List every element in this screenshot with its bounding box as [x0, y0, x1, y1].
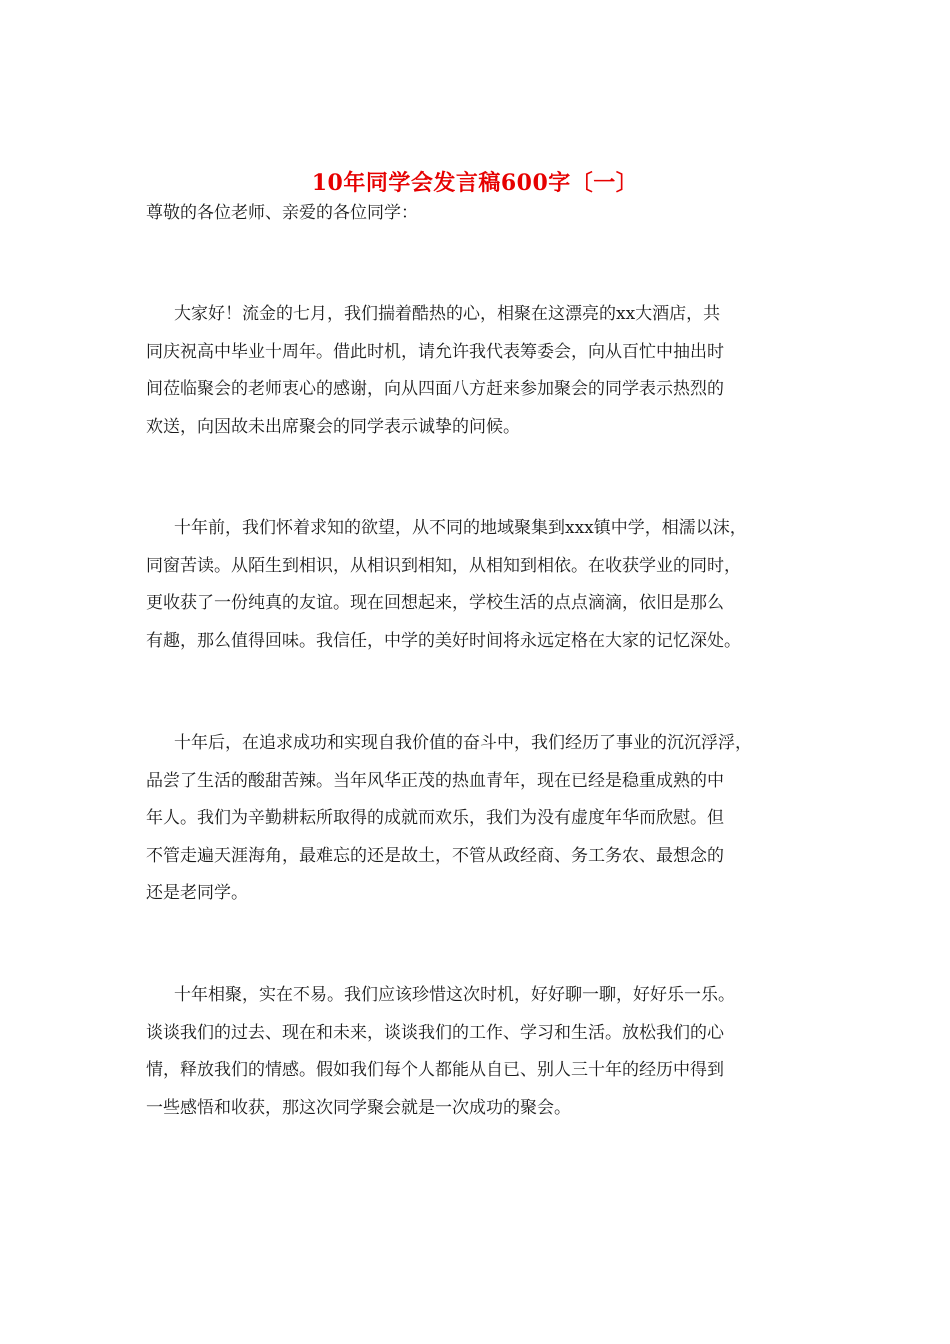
paragraph-3 — [146, 725, 814, 913]
text-line: 还是老同学。 — [146, 883, 248, 903]
text-line: 不管走遍天涯海角，最难忘的还是故土，不管从政经商、务工务农、最想念的 — [146, 845, 724, 866]
text-line: 十年前，我们怀着求知的欲望，从不同的地域聚集到xxx镇中学，相濡以沫， — [174, 518, 747, 538]
paragraph-2 — [146, 510, 814, 660]
text-line: 十年后，在追求成功和实现自我价值的奋斗中，我们经历了事业的沉沉浮浮， — [174, 733, 752, 753]
text-line: 欢送，向因故未出席聚会的同学表示诚挚的问候。 — [146, 416, 520, 437]
text-line: 一些感悟和收获，那这次同学聚会就是一次成功的聚会。 — [146, 1097, 571, 1118]
text-line: 大家好！流金的七月，我们揣着酷热的心，相聚在这漂亮的xx大酒店，共 — [174, 304, 721, 324]
text-line: 情，释放我们的情感。假如我们每个人都能从自已、别人三十年的经历中得到 — [146, 1060, 724, 1080]
text-line: 谈谈我们的过去、现在和未来，谈谈我们的工作、学习和生活。放松我们的心 — [146, 1022, 724, 1043]
text-line: 同窗苦读。从陌生到相识，从相识到相知，从相知到相依。在收获学业的同时， — [146, 555, 741, 576]
page-title: 10年同学会发言稿600字〔一〕 — [311, 169, 639, 196]
paragraph-4 — [146, 977, 814, 1127]
text-line: 同庆祝高中毕业十周年。借此时机，请允许我代表筹委会，向从百忙中抽出时 — [146, 341, 724, 362]
text-line: 更收获了一份纯真的友谊。现在回想起来，学校生活的点点滴滴，依旧是那么 — [146, 593, 724, 613]
text-line: 十年相聚，实在不易。我们应该珍惜这次时机，好好聊一聊，好好乐一乐。 — [174, 985, 735, 1005]
paragraph-1 — [146, 296, 814, 446]
text-line: 品尝了生活的酸甜苦辣。当年风华正茂的热血青年，现在已经是稳重成熟的中 — [146, 770, 724, 791]
salutation: 尊敬的各位老师、亲爱的各位同学： — [146, 203, 418, 223]
text-line: 间莅临聚会的老师衷心的感谢，向从四面八方赶来参加聚会的同学表示热烈的 — [146, 379, 724, 399]
text-line: 有趣，那么值得回味。我信任，中学的美好时间将永远定格在大家的记忆深处。 — [146, 630, 741, 651]
text-line: 年人。我们为辛勤耕耘所取得的成就而欢乐，我们为没有虚度年华而欣慰。但 — [146, 808, 724, 828]
